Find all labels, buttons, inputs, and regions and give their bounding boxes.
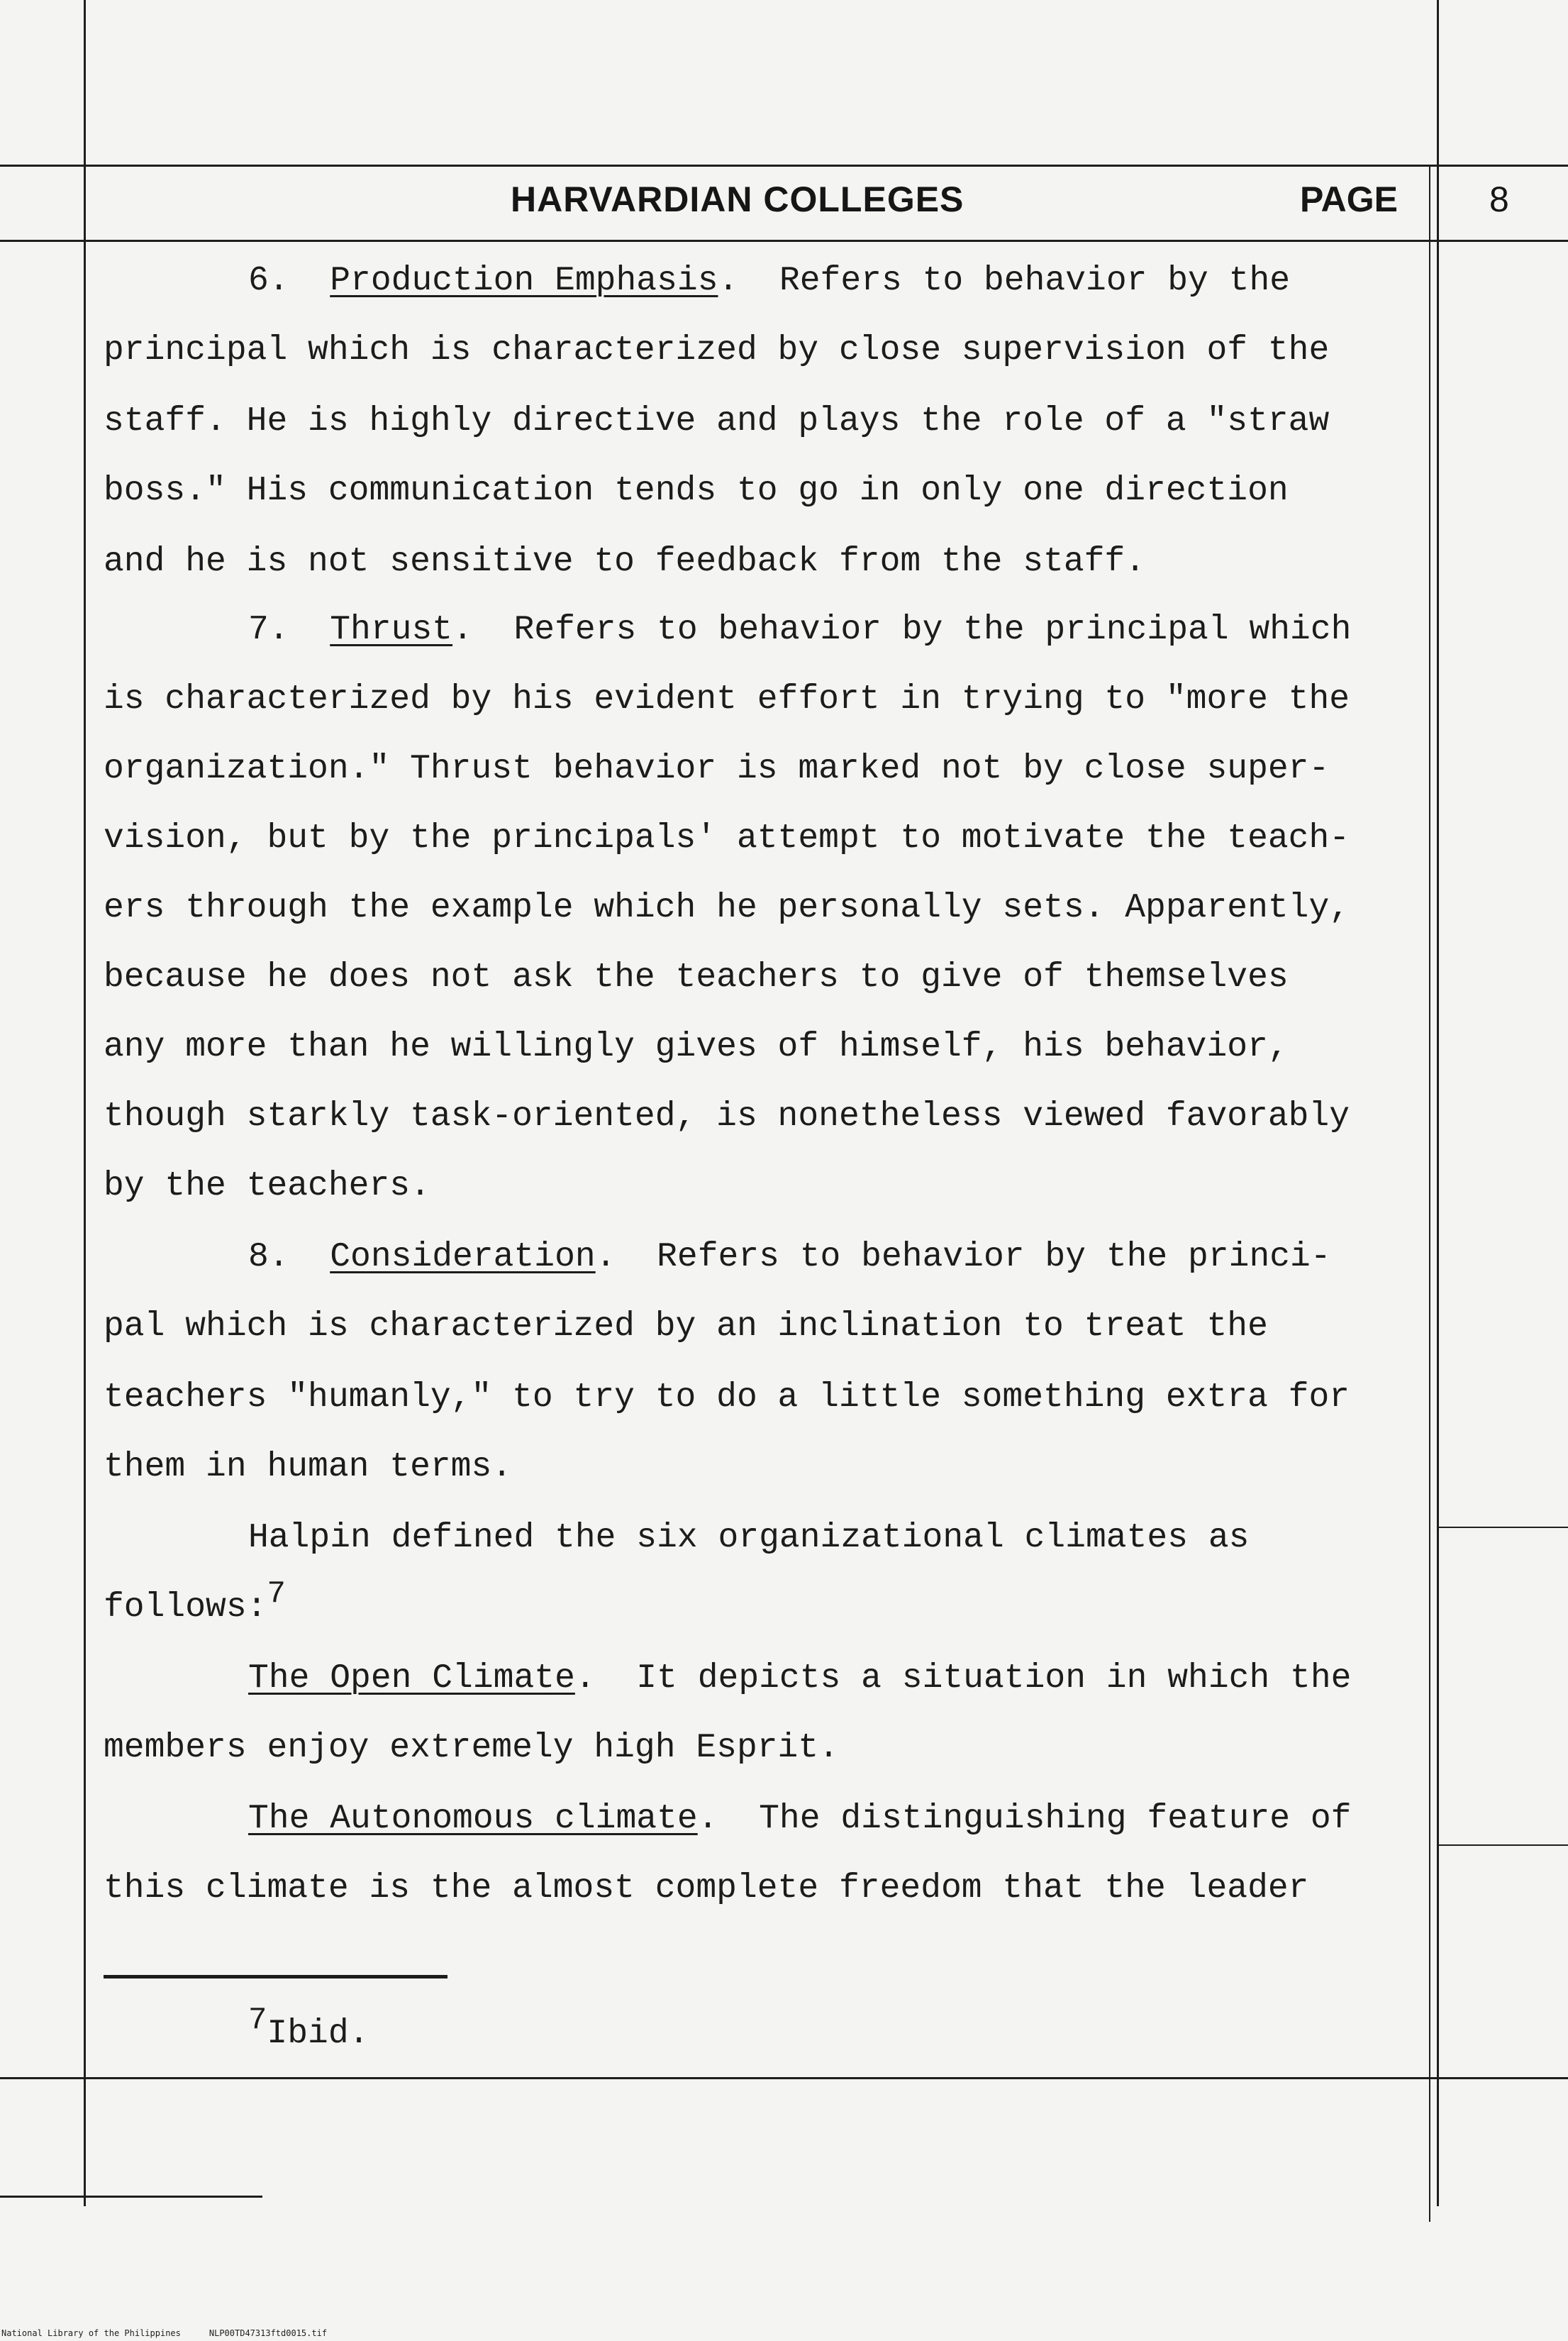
item-number: 6. — [248, 262, 289, 300]
left-margin-rule — [84, 0, 86, 2206]
text-line: is characterized by his evident effort in trying to "more the — [104, 680, 1350, 719]
text-line: though starkly task-oriented, is nonetheless viewed favorably — [104, 1097, 1350, 1136]
text-line: organization." Thrust behavior is marked not by close super- — [104, 750, 1330, 788]
bottom-short-rule — [0, 2196, 262, 2198]
header-title: HARVARDIAN COLLEGES — [511, 179, 964, 219]
footnote-marker: 7 — [248, 2003, 267, 2038]
item-term: Production Emphasis — [330, 262, 718, 300]
item-term: Consideration — [330, 1238, 596, 1276]
text-line: The Open Climate. It depicts a situation in which the — [248, 1659, 1352, 1698]
item-term: The Autonomous climate — [248, 1800, 698, 1838]
text-line: pal which is characterized by an inclination to treat the — [104, 1307, 1268, 1346]
text-line: 6. Production Emphasis. Refers to behavior by the — [248, 262, 1291, 300]
text-line: 7. Thrust. Refers to behavior by the principal which — [248, 611, 1352, 649]
text-line: because he does not ask the teachers to give of themselves — [104, 958, 1289, 997]
header-bottom-rule — [0, 240, 1568, 242]
text-fragment: The distinguishing feature of — [759, 1800, 1352, 1838]
item-number: 7. — [248, 611, 289, 649]
text-line: vision, but by the principals' attempt to motivate the teach- — [104, 819, 1350, 858]
text-line: The Autonomous climate. The distinguishing feature of — [248, 1800, 1352, 1838]
text-fragment: follows: — [104, 1588, 267, 1627]
header-page-label: PAGE — [1300, 179, 1398, 219]
page-column-rule — [1429, 165, 1430, 2222]
text-line: 8. Consideration. Refers to behavior by the princi- — [248, 1238, 1331, 1276]
text-line: members enjoy extremely high Esprit. — [104, 1729, 839, 1767]
right-margin-tick-2 — [1437, 1844, 1568, 1846]
text-fragment: Refers to behavior by the princi- — [657, 1238, 1331, 1276]
footnote-text: Ibid. — [267, 2015, 369, 2053]
text-line: this climate is the almost complete freedom that the leader — [104, 1869, 1309, 1908]
text-line: and he is not sensitive to feedback from the staff. — [104, 543, 1146, 581]
text-line: by the teachers. — [104, 1167, 430, 1205]
right-margin-tick-1 — [1437, 1527, 1568, 1528]
text-line: ers through the example which he personally sets. Apparently, — [104, 889, 1350, 927]
scan-library: National Library of the Philippines — [1, 2328, 181, 2338]
header-top-rule — [0, 165, 1568, 167]
text-line — [104, 1576, 286, 1627]
text-line: boss." His communication tends to go in only one direction — [104, 472, 1289, 510]
text-line: Halpin defined the six organizational climates as — [248, 1519, 1250, 1557]
right-margin-rule — [1437, 0, 1439, 2206]
item-number: 8. — [248, 1238, 289, 1276]
footnote-reference: 7 — [267, 1576, 286, 1612]
scan-file: NLP00TD47313ftd0015.tif — [208, 2328, 328, 2338]
text-line: principal which is characterized by close supervision of the — [104, 331, 1330, 370]
item-term: The Open Climate — [248, 1659, 575, 1698]
text-fragment: Refers to behavior by the — [779, 262, 1291, 300]
item-term: Thrust — [330, 611, 453, 649]
bottom-rule — [0, 2077, 1568, 2079]
text-line: them in human terms. — [104, 1448, 513, 1486]
footnote-rule — [104, 1975, 447, 1978]
text-line: teachers "humanly," to try to do a little something extra for — [104, 1378, 1350, 1417]
text-fragment: Refers to behavior by the principal which — [513, 611, 1352, 649]
text-line: any more than he willingly gives of himself, his behavior, — [104, 1028, 1289, 1066]
footnote — [248, 2003, 369, 2053]
header-page-number: 8 — [1489, 179, 1509, 219]
text-line: staff. He is highly directive and plays the role of a "straw — [104, 402, 1330, 441]
text-fragment: It depicts a situation in which the — [636, 1659, 1352, 1698]
scan-footer — [1, 2328, 355, 2338]
